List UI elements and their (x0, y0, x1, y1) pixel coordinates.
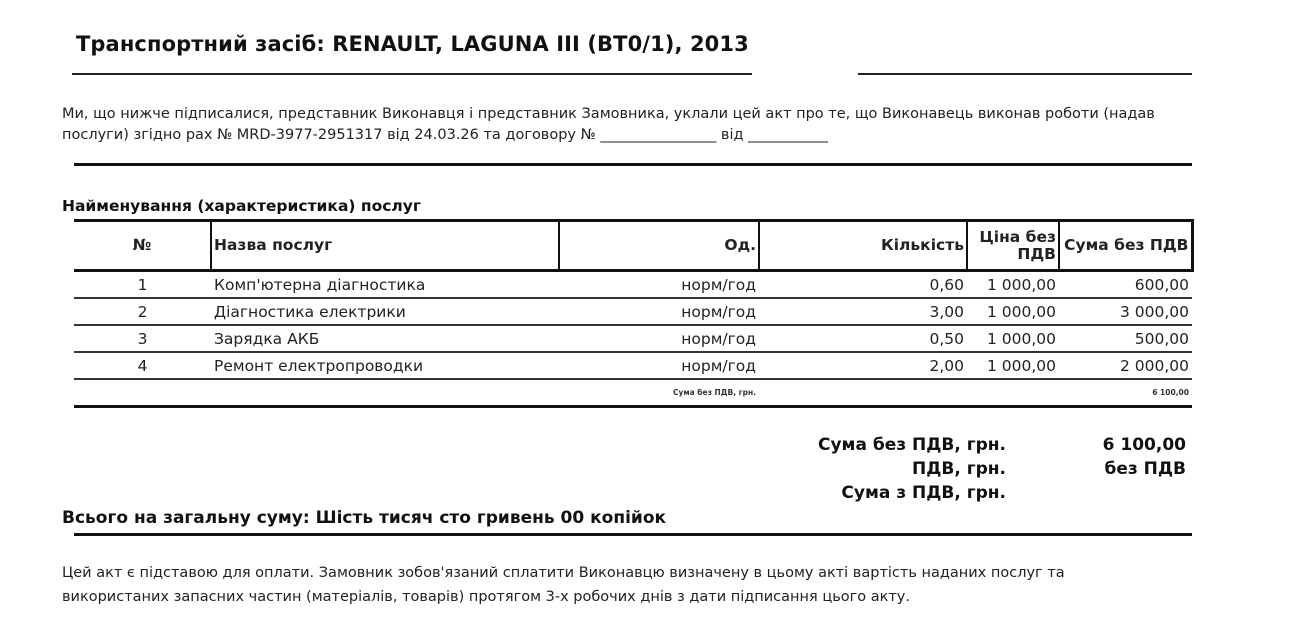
cell-name: Ремонт електропроводки (211, 352, 559, 379)
cell-num: 1 (74, 271, 211, 299)
vat-value: без ПДВ (1104, 459, 1186, 479)
cell-name: Зарядка АКБ (211, 325, 559, 352)
subtotal-label: Сума без ПДВ, грн. (211, 379, 759, 407)
header-price: Ціна без ПДВ (967, 221, 1059, 271)
intro-line-1: Ми, що нижче підписалися, представник Виконавця і представник Замовника, уклали цей акт про те, що Виконавець виконав роботи (надав (62, 106, 1155, 122)
cell-unit: норм/год (559, 352, 759, 379)
header-name: Назва послуг (211, 221, 559, 271)
cell-num: 2 (74, 298, 211, 325)
subtotal-value: 6 100,00 (1059, 379, 1192, 407)
cell-qty: 0,60 (759, 271, 967, 299)
cell-name: Діагностика електрики (211, 298, 559, 325)
cell-sum: 2 000,00 (1059, 352, 1192, 379)
table-header-row (74, 221, 1192, 271)
cell-qty: 2,00 (759, 352, 967, 379)
vehicle-title: Транспортний засіб: RENAULT, LAGUNA III (BT0/1), 2013 (76, 32, 749, 56)
header-num: № (74, 221, 211, 271)
cell-unit: норм/год (559, 325, 759, 352)
table-row (74, 352, 1192, 379)
cell-name: Комп'ютерна діагностика (211, 271, 559, 299)
table-row (74, 298, 1192, 325)
total-with-vat-label: Сума з ПДВ, грн. (841, 483, 1006, 503)
footer-line-2: використаних запасних частин (матеріалів, товарів) протягом 3-х робочих днів з дати підписання цього акту. (62, 589, 910, 605)
footer-line-1: Цей акт є підставою для оплати. Замовник зобов'язаний сплатити Виконавцю визначену в цьому акті вартість наданих послуг та (62, 565, 1065, 581)
divider-bottom (74, 533, 1192, 536)
cell-num: 3 (74, 325, 211, 352)
cell-sum: 3 000,00 (1059, 298, 1192, 325)
table-row (74, 325, 1192, 352)
cell-price: 1 000,00 (967, 325, 1059, 352)
cell-unit: норм/год (559, 271, 759, 299)
grand-total-words: Всього на загальну суму: Шість тисяч сто гривень 00 копійок (62, 508, 667, 528)
total-no-vat-label: Сума без ПДВ, грн. (818, 435, 1006, 455)
cell-sum: 600,00 (1059, 271, 1192, 299)
signature-underline-left (72, 73, 752, 75)
cell-price: 1 000,00 (967, 271, 1059, 299)
signature-underline-right (858, 73, 1192, 75)
cell-price: 1 000,00 (967, 298, 1059, 325)
cell-qty: 0,50 (759, 325, 967, 352)
header-qty: Кількість (759, 221, 967, 271)
header-unit: Од. (559, 221, 759, 271)
vat-label: ПДВ, грн. (912, 459, 1006, 479)
section-title: Найменування (характеристика) послуг (62, 197, 421, 215)
intro-line-2: послуги) згідно рах № MRD-3977-2951317 від 24.03.26 та договору № ________________ від ___________ (62, 127, 828, 143)
cell-price: 1 000,00 (967, 352, 1059, 379)
cell-sum: 500,00 (1059, 325, 1192, 352)
header-sum: Сума без ПДВ (1059, 221, 1192, 271)
table-row (74, 271, 1192, 299)
cell-unit: норм/год (559, 298, 759, 325)
cell-qty: 3,00 (759, 298, 967, 325)
total-no-vat-value: 6 100,00 (1102, 435, 1186, 455)
services-table (74, 219, 1194, 408)
cell-num: 4 (74, 352, 211, 379)
divider-top (74, 163, 1192, 166)
table-subtotal-row (74, 379, 1192, 407)
